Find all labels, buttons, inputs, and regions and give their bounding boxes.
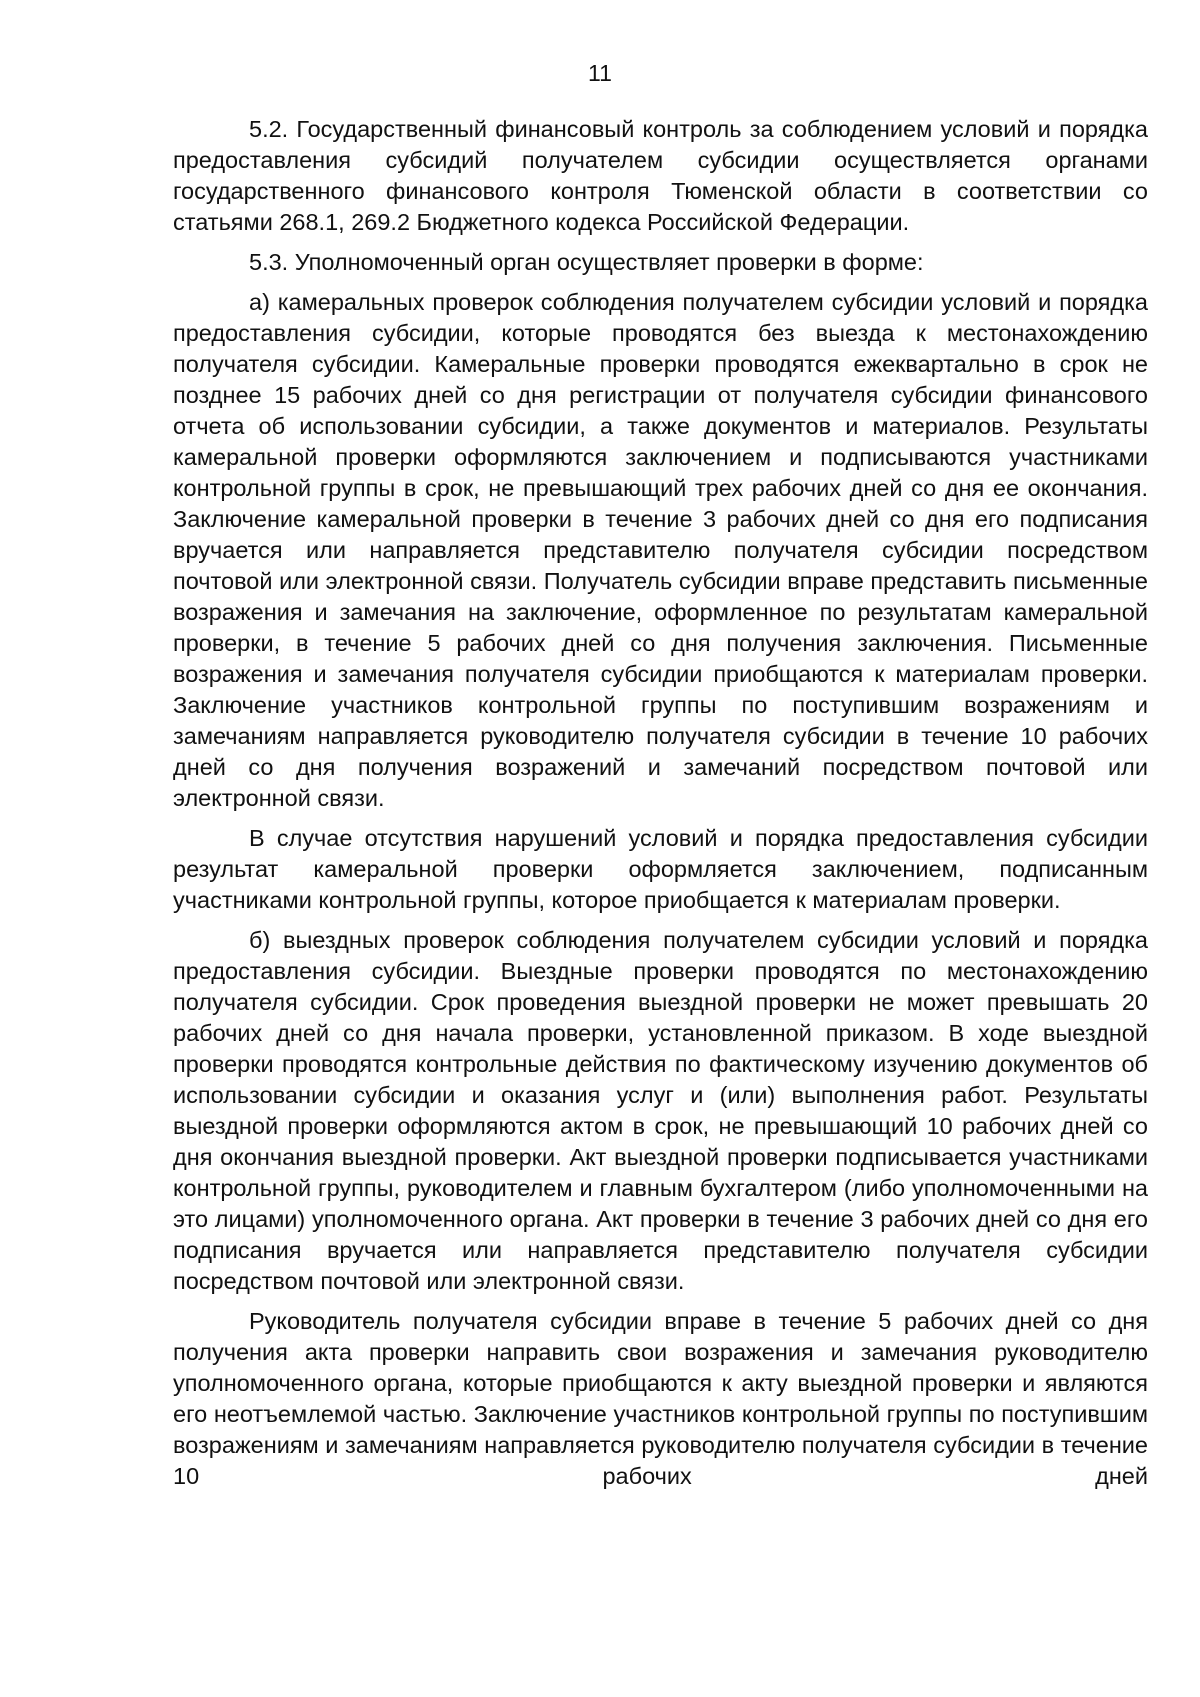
paragraph-no-violations: В случае отсутствия нарушений условий и порядка предоставления субсидии результат камеральной проверки оформляется заключением, подписанным участниками контрольной группы, которое приобщается к материалам проверки. [173, 825, 1148, 913]
paragraph-objections: Руководитель получателя субсидии вправе в течение 5 рабочих дней со дня получения акта проверки направить свои возражения и замечания руководителю уполномоченного органа, которые приобщаются к акту выездной проверки и являются его неотъемлемой частью. Заключение участников контрольной группы по поступившим возражениям и замечаниям направляется руководителю получателя субсидии в течение 10 рабочих дней [173, 1308, 1148, 1489]
paragraph-5-3: 5.3. Уполномоченный орган осуществляет проверки в форме: [249, 249, 924, 275]
paragraph-5-2: 5.2. Государственный финансовый контроль за соблюдением условий и порядка предоставления субсидий получателем субсидии осуществляется органами государственного финансового контроля Тюменской области в соответствии со статьями 268.1, 269.2 Бюджетного кодекса Российской Федерации. [173, 116, 1148, 235]
paragraph-5-3-b: б) выездных проверок соблюдения получателем субсидии условий и порядка предоставления субсидии. Выездные проверки проводятся по местонахождению получателя субсидии. Срок проведения выездной проверки не может превышать 20 рабочих дней со дня начала проверки, установленной приказом. В ходе выездной проверки проводятся контрольные действия по фактическому изучению документов об использовании субсидии и оказания услуг и (или) выполнения работ. Результаты выездной проверки оформляются актом в срок, не превышающий 10 рабочих дней со дня окончания выездной проверки. Акт выездной проверки подписывается участниками контрольной группы, руководителем и главным бухгалтером (либо уполномоченными на это лицами) уполномоченного органа. Акт проверки в течение 3 рабочих дней со дня его подписания вручается или направляется представителю получателя субсидии посредством почтовой или электронной связи. [173, 927, 1148, 1294]
page-number: 11 [588, 60, 612, 86]
paragraph-5-3-a: а) камеральных проверок соблюдения получателем субсидии условий и порядка предоставления субсидии, которые проводятся без выезда к местонахождению получателя субсидии. Камеральные проверки проводятся ежеквартально в срок не позднее 15 рабочих дней со дня регистрации от получателя субсидии финансового отчета об использовании субсидии, а также документов и материалов. Результаты камеральной проверки оформляются заключением и подписываются участниками контрольной группы в срок, не превышающий трех рабочих дней со дня ее окончания. Заключение камеральной проверки в течение 3 рабочих дней со дня его подписания вручается или направляется представителю получателя субсидии посредством почтовой или электронной связи. Получатель субсидии вправе представить письменные возражения и замечания на заключение, оформленное по результатам камеральной проверки, в течение 5 рабочих дней со дня получения заключения. Письменные возражения и замечания получателя субсидии приобщаются к материалам проверки. Заключение участников контрольной группы по поступившим возражениям и замечаниям направляется руководителю получателя субсидии в течение 10 рабочих дней со дня получения возражений и замечаний посредством почтовой или электронной связи. [173, 289, 1148, 811]
document-body [173, 114, 1148, 1501]
